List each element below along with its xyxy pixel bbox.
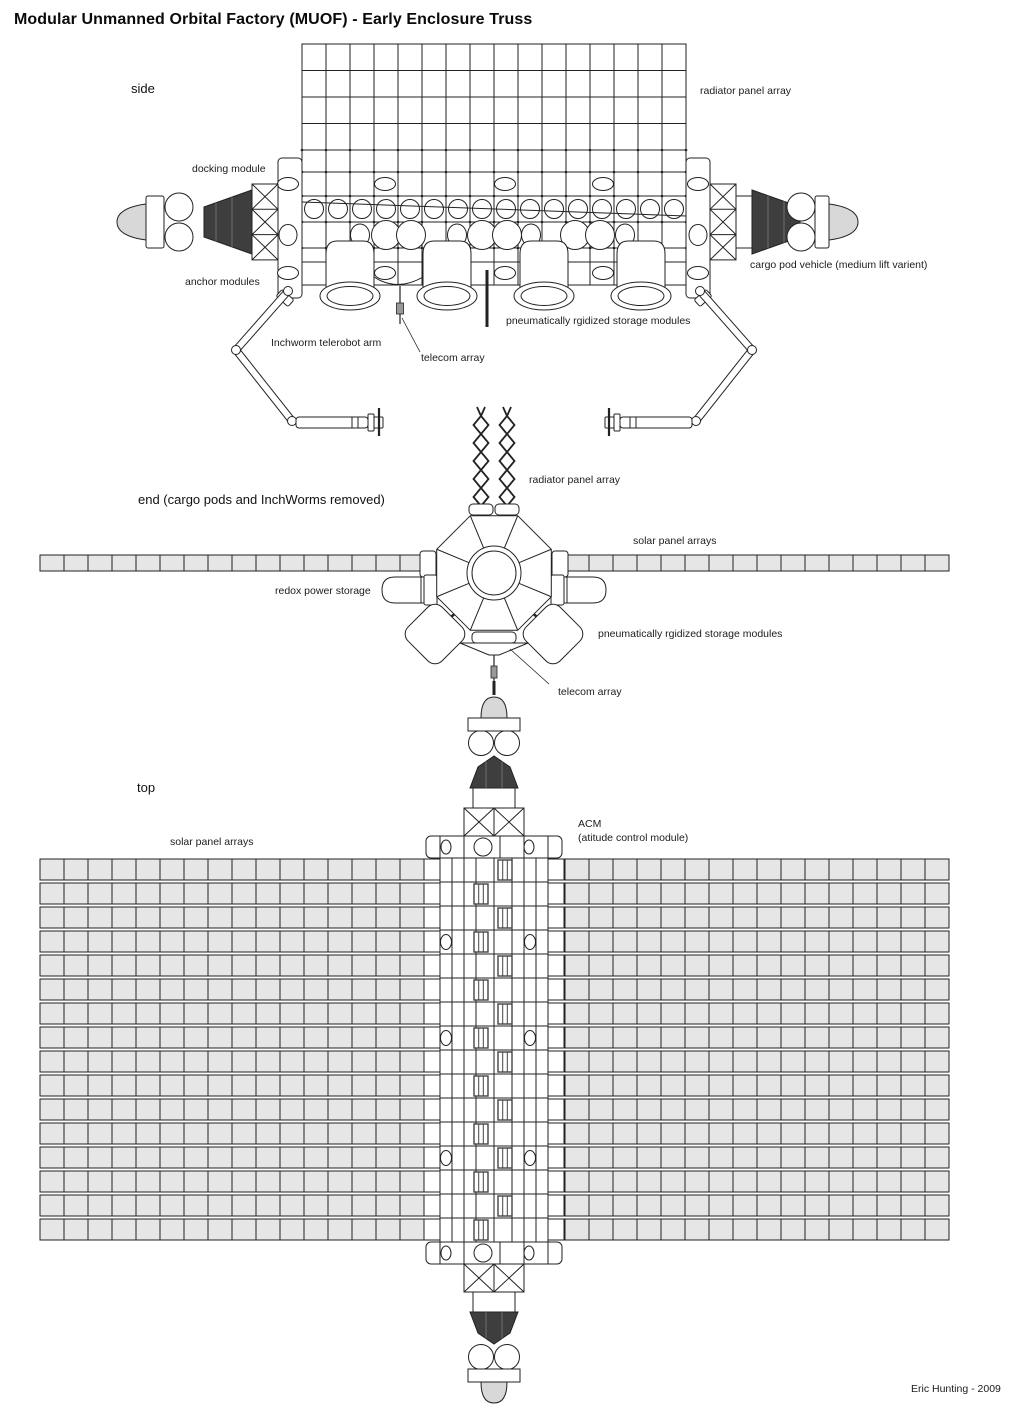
label-side-docking: docking module — [192, 163, 266, 175]
label-side-inchworm: Inchworm telerobot arm — [271, 337, 382, 349]
label-end-storage: pneumatically rgidized storage modules — [598, 628, 783, 640]
label-end-solar: solar panel arrays — [633, 535, 717, 547]
label-end-radiator: radiator panel array — [529, 474, 621, 486]
side-docking-module-left — [117, 184, 278, 260]
top-acm-stack-top — [468, 697, 520, 808]
label-top-acm-1: ACM — [578, 818, 602, 830]
label-end-telecom: telecom array — [558, 686, 622, 698]
end-truss-hub — [437, 504, 552, 630]
label-side-telecom: telecom array — [421, 352, 485, 364]
side-view-label: side — [131, 81, 155, 96]
label-top-solar: solar panel arrays — [170, 836, 254, 848]
label-side-anchor: anchor modules — [185, 276, 260, 288]
diagram-title: Modular Unmanned Orbital Factory (MUOF) - Early Enclosure Truss — [14, 11, 533, 28]
label-side-radiator: radiator panel array — [700, 85, 792, 97]
top-view-drawing — [40, 697, 949, 1403]
side-radiator-grid — [302, 44, 686, 150]
end-view-drawing — [40, 407, 949, 695]
top-acm-stack-bottom — [468, 1292, 520, 1403]
label-end-redox: redox power storage — [275, 585, 371, 597]
side-inchworm-arms — [232, 287, 757, 437]
end-view-label: end (cargo pods and InchWorms removed) — [138, 492, 385, 507]
diagram-geometry — [40, 44, 949, 1403]
top-truss-body — [426, 836, 562, 1264]
label-top-acm-2: (atitude control module) — [578, 832, 689, 844]
end-radiator-panel-array — [474, 407, 515, 506]
credit-text: Eric Hunting - 2009 — [911, 1383, 1001, 1395]
label-side-storage: pneumatically rgidized storage modules — [506, 315, 691, 327]
side-cargo-pod-vehicle — [710, 184, 858, 260]
label-side-cargo: cargo pod vehicle (medium lift varient) — [750, 259, 928, 271]
top-view-label: top — [137, 780, 156, 795]
side-view-drawing — [117, 44, 858, 436]
